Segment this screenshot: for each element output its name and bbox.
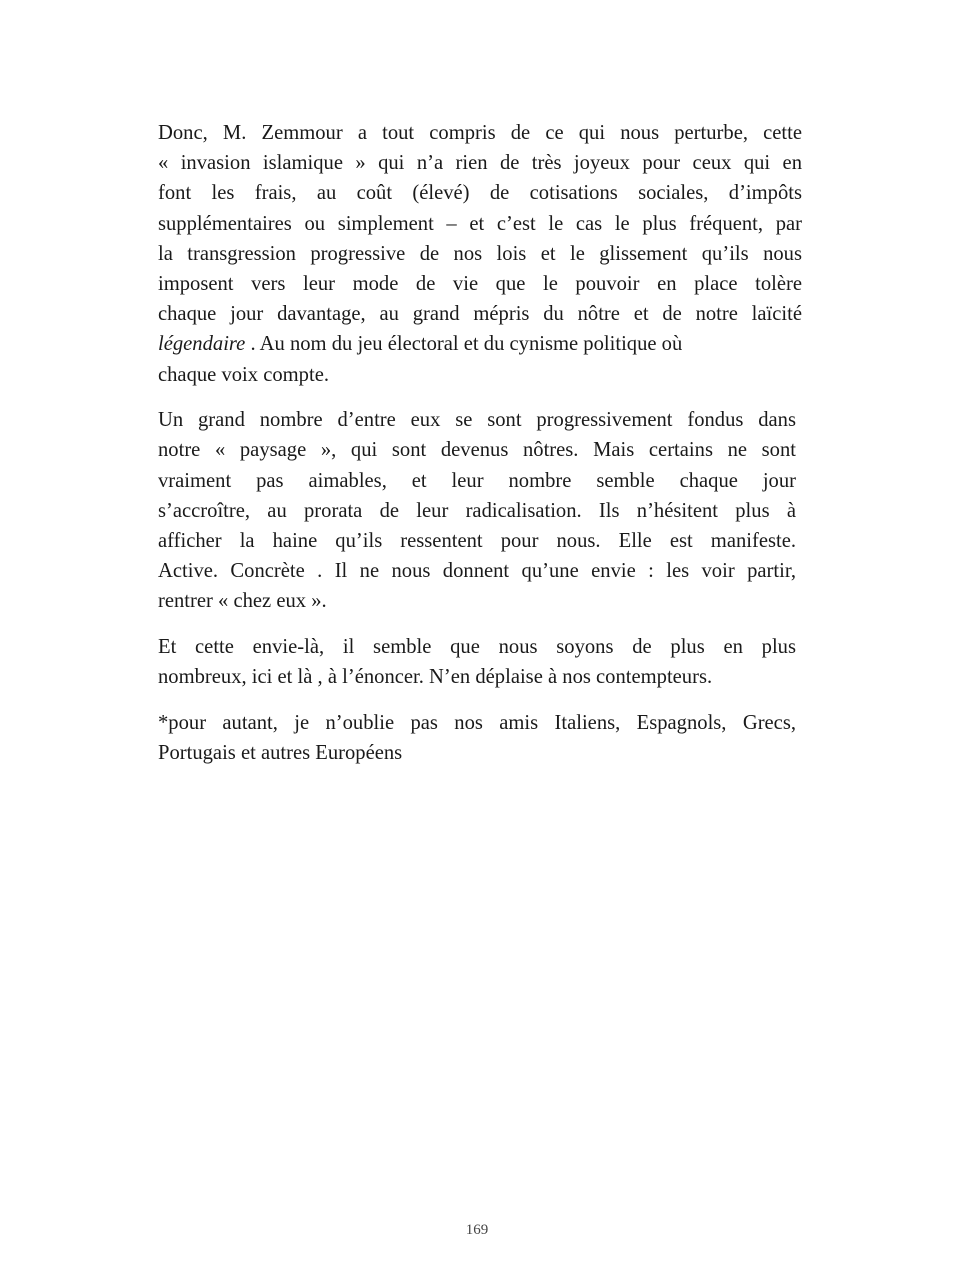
text-fragment: . Au nom du jeu électoral et du cynisme politique où	[245, 333, 683, 356]
italic-word: légendaire	[158, 333, 246, 356]
text-line: notre « paysage », qui sont devenus nôtres. Mais certains ne sont	[158, 439, 796, 462]
text-line: chaque voix compte.	[158, 363, 329, 386]
text-line: vraiment pas aimables, et leur nombre semble chaque jour	[158, 469, 796, 492]
text-line: supplémentaires ou simplement – et c’est le cas le plus fréquent, par	[158, 212, 802, 235]
text-line: « invasion islamique » qui n’a rien de très joyeux pour ceux qui en	[158, 152, 802, 175]
text-line: Et cette envie-là, il semble que nous soyons de plus en plus	[158, 636, 796, 658]
text-line: chaque jour davantage, au grand mépris du nôtre et de notre laïcité	[158, 303, 802, 326]
page-number: 169	[465, 1222, 489, 1238]
text-line: font les frais, au coût (élevé) de cotisations sociales, d’impôts	[158, 182, 802, 205]
text-line: rentrer « chez eux ».	[158, 590, 327, 613]
paragraph-1	[158, 118, 802, 390]
paragraph-3	[158, 632, 796, 692]
text-line	[158, 329, 802, 359]
text-line: s’accroître, au prorata de leur radicalisation. Ils n’hésitent plus à	[158, 499, 796, 522]
text-line: Donc, M. Zemmour a tout compris de ce qui nous perturbe, cette	[158, 122, 802, 144]
text-line: imposent vers leur mode de vie que le pouvoir en place tolère	[158, 272, 802, 295]
body-text	[158, 118, 802, 784]
text-line: afficher la haine qu’ils ressentent pour nous. Elle est manifeste.	[158, 529, 796, 552]
text-line: *pour autant, je n’oublie pas nos amis Italiens, Espagnols, Grecs,	[158, 711, 796, 734]
paragraph-2	[158, 405, 796, 616]
text-line: Active. Concrète . Il ne nous donnent qu’une envie : les voir partir,	[158, 560, 796, 583]
footnote-paragraph	[158, 708, 796, 768]
text-line: Portugais et autres Européens	[158, 742, 403, 765]
text-line: Un grand nombre d’entre eux se sont progressivement fondus dans	[158, 409, 796, 432]
text-line: la transgression progressive de nos lois et le glissement qu’ils nous	[158, 242, 802, 265]
text-line: nombreux, ici et là , à l’énoncer. N’en déplaise à nos contempteurs.	[158, 666, 713, 689]
